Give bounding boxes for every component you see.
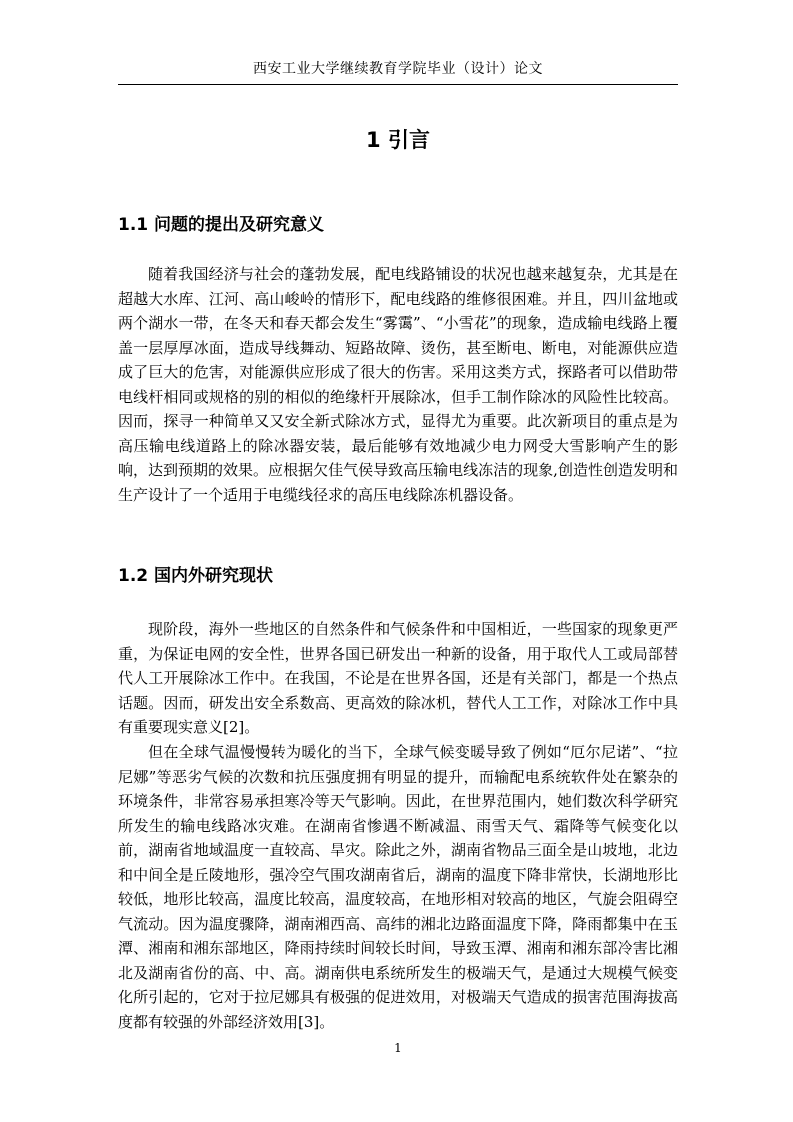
section-title-1-2: 1.2 国内外研究现状 — [118, 566, 274, 586]
section-title-1-1: 1.1 问题的提出及研究意义 — [118, 215, 325, 235]
section-1-1-paragraph-1: 随着我国经济与社会的蓬勃发展，配电线路铺设的状况也越来越复杂，尤其是在超越大水库、江河、高山峻岭的情形下，配电线路的维修很困难。并且，四川盆地或两个湖水一带，在冬天和春天都会发生“雾霭”、“小雪花”的现象，造成输电线路上覆盖一层厚厚冰面，造成导线舞动、短路故障、烫伤，甚至断电、断电，对能源供应造成了巨大的危害，对能源供应形成了很大的伤害。采用这类方式，探路者可以借助带电线杆相同或规格的别的相似的绝缘杆开展除冰，但手工制作除冰的风险性比较高。因而，探寻一种简单又又安全新式除冰方式，显得尤为重要。此次新项目的重点是为高压输电线道路上的除冰器安装，最后能够有效地减少电力网受大雪影响产生的影响，达到预期的效果。应根据欠佳气侯导致高压输电线冻洁的现象,创造性创造发明和生产设计了一个适用于电缆线径求的高压电线除冻机器设备。 — [118, 265, 678, 504]
page-number: 1 — [394, 1041, 402, 1055]
section-1-2-paragraph-2: 但在全球气温慢慢转为暖化的当下，全球气候变暖导致了例如“厄尔尼诺”、“拉尼娜”等恶劣气候的次数和抗压强度拥有明显的提升，而输配电系统软件处在繁杂的环境条件，非常容易承担寒冷等天气影响。因此，在世界范围内，她们数次科学研究所发生的输电线路冰灾难。在湖南省惨遇不断减温、雨雪天气、霜降等气候变化以前，湖南省地域温度一直较高、旱灾。除此之外，湖南省物品三面全是山坡地，北边和中间全是丘陵地形，强冷空气围攻湖南省后，湖南的温度下降非常快，长湖地形比较低，地形比较高，温度比较高，温度较高，在地形相对较高的地区，气旋会阻碍空气流动。因为温度骤降，湖南湘西高、高纬的湘北边路面温度下降，降雨都集中在玉潭、湘南和湘东部地区，降雨持续时间较长时间，导致玉潭、湘南和湘东部冷害比湘北及湖南省份的高、中、高。湖南供电系统所发生的极端天气，是通过大规模气候变化所引起的，它对于拉尼娜具有极强的促进效用，对极端天气造成的损害范围海拔高度都有较强的外部经济效用[3]。 — [118, 743, 678, 1031]
header-rule — [118, 84, 678, 85]
chapter-title: 1 引言 — [366, 128, 430, 152]
running-header: 西安工业大学继续教育学院毕业（设计）论文 — [253, 61, 543, 77]
section-1-2-paragraph-1: 现阶段，海外一些地区的自然条件和气候条件和中国相近，一些国家的现象更严重，为保证电网的安全性，世界各国已研发出一种新的设备，用于取代人工或局部替代人工开展除冰工作中。在我国，不论是在世界各国，还是有关部门，都是一个热点话题。因而，研发出安全系数高、更高效的除冰机，替代人工工作，对除冰工作中具有重要现实意义[2]。 — [118, 620, 678, 736]
